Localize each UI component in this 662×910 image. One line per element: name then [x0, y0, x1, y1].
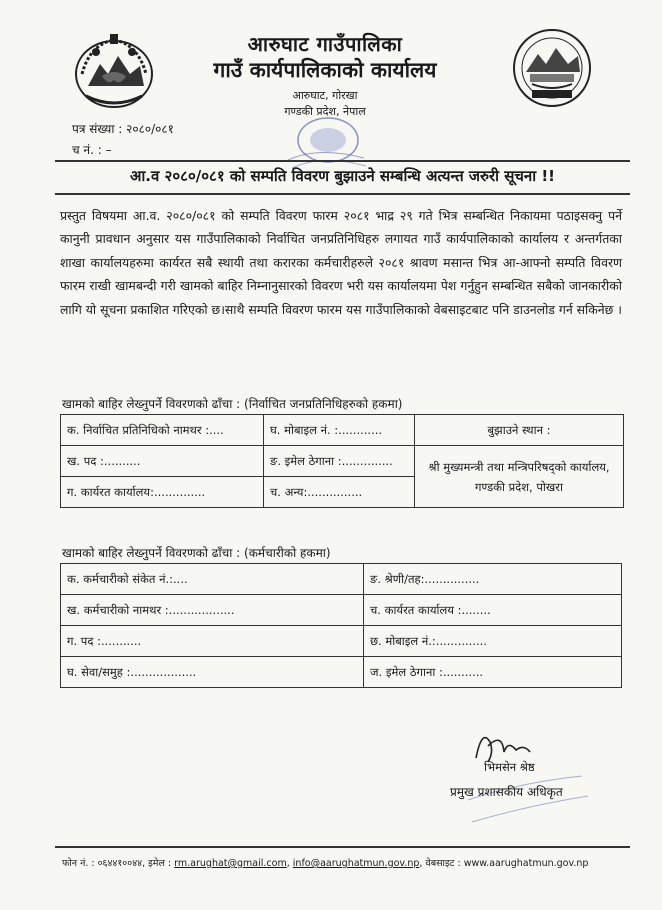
table-cell: घ. सेवा/समुह :.................. [61, 657, 364, 688]
employees-envelope-table [60, 563, 622, 688]
signer-name: भिमसेन श्रेष्ठ [484, 760, 535, 774]
office-stamp-icon [278, 110, 370, 174]
table-cell: ग. कार्यरत कार्यालय:.............. [61, 477, 264, 508]
table-cell: छ. मोबाइल नं.:.............. [364, 626, 622, 657]
table-row [61, 657, 622, 688]
table-cell: क. कर्मचारीको संकेत नं.:.... [61, 564, 364, 595]
table-cell: ग. पद :........... [61, 626, 364, 657]
table-cell: च. कार्यरत कार्यालय :........ [364, 595, 622, 626]
table-cell: ज. इमेल ठेगाना :........... [364, 657, 622, 688]
address-line-2: गण्डकी प्रदेश, नेपाल [284, 105, 366, 118]
table-cell: ङ. श्रेणी/तह:............... [364, 564, 622, 595]
table-row [61, 626, 622, 657]
table-row [61, 564, 622, 595]
section-title-representatives: खामको बाहिर लेख्नुपर्ने विवरणको ढाँचा : (निर्वाचित जनप्रतिनिधिहरुको हकमा) [62, 397, 403, 411]
official-seal-icon [462, 770, 592, 830]
footer-website: , वेबसाइट : www.aarughatmun.gov.np [419, 858, 589, 869]
signer-title: प्रमुख प्रशासकीय अधिकृत [450, 785, 563, 799]
dispatch-number: च नं. : – [72, 143, 112, 157]
table-row [61, 446, 624, 477]
table-cell: च. अन्य:............... [264, 477, 415, 508]
footer-contact [62, 856, 622, 869]
footer-phone: फोन नं. : ०६४४१००४४, इमेल : [62, 858, 172, 869]
submit-place-header: बुझाउने स्थान : [415, 415, 624, 446]
email-link-1[interactable]: rm.arughat@gmail.com [174, 858, 287, 869]
header-rule [55, 160, 630, 162]
letter-number: पत्र संख्या : २०८०/०८१ [72, 122, 174, 136]
table-cell: ख. पद :.......... [61, 446, 264, 477]
table-cell: क. निर्वाचित प्रतिनिधिको नामथर :.... [61, 415, 264, 446]
representatives-envelope-table [60, 414, 624, 508]
table-row [61, 595, 622, 626]
municipality-logo-icon [510, 26, 594, 110]
table-cell: घ. मोबाइल नं. :............ [264, 415, 415, 446]
table-row [61, 415, 624, 446]
submit-place: श्री मुख्यमन्त्री तथा मन्त्रिपरिषद्‌को कार्यालय, गण्डकी प्रदेश, पोखरा [415, 446, 624, 508]
org-title: आरुघाट गाउँपालिका [247, 32, 403, 56]
footer-separator: , [286, 858, 290, 869]
footer-rule [55, 846, 630, 848]
address-line-1: आरुघाट, गोरखा [292, 89, 358, 102]
notice-subject: आ.व २०८०/०८१ को सम्पति विवरण बुझाउने सम्बन्धि अत्यन्त जरुरी सूचना !! [129, 167, 556, 185]
office-title: गाउँ कार्यपालिकाको कार्यालय [213, 58, 437, 82]
nepal-emblem-icon [70, 30, 158, 112]
email-link-2[interactable]: info@aarughatmun.gov.np [292, 858, 420, 869]
subject-rule [55, 193, 630, 195]
section-title-employees: खामको बाहिर लेख्नुपर्ने विवरणको ढाँचा : (कर्मचारीको हकमा) [62, 546, 331, 560]
notice-body: प्रस्तुत विषयमा आ.व. २०८०/०८१ को सम्पति विवरण फारम २०८१ भाद्र २९ गते भित्र सम्बन्धित निकायमा पठाइसक्नु पर्ने कानुनी प्रावधान अनुसार यस गाउँपालिकाको निर्वाचित जनप्रतिनिधिहरु लगायत गाउँ कार्यपालिकाको कार्यालय र अन्तर्गतका शाखा कार्यालयहरुमा कार्यरत सबै स्थायी तथा करारका कर्मचारीहरुले २०८१ श्रावण मसान्त भित्र आ-आफ्नो सम्पति विवरण फारम राखी खामबन्दी गरी खामको बाहिर निम्नानुसारको विवरण भरी यस कार्यालयमा पेश गर्नुहुन सम्बन्धित सबैको जानकारीको लागि यो सूचना प्रकाशित गरिएको छ।साथै सम्पति विवरण फारम यस गाउँपालिकाको वेबसाइटबाट पनि डाउनलोड गर्न सकिनेछ । [60, 208, 622, 317]
table-cell: ङ. इमेल ठेगाना :.............. [264, 446, 415, 477]
table-cell: ख. कर्मचारीको नामथर :.................. [61, 595, 364, 626]
